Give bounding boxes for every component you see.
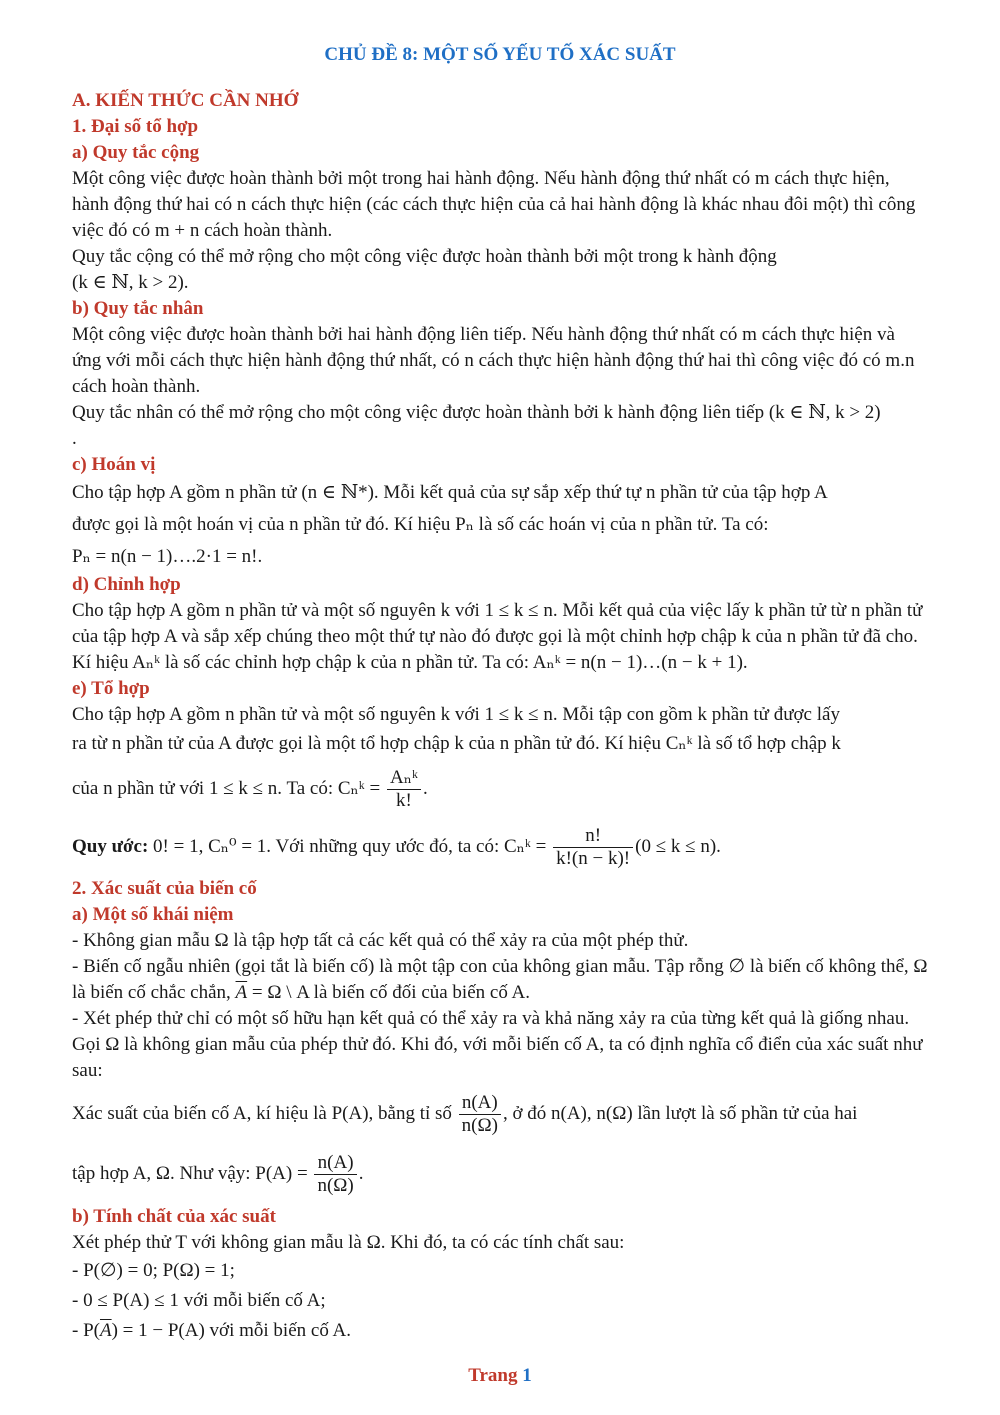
fraction-n-factorial: [553, 825, 633, 870]
paragraph-hoan-vi-1: Cho tập hợp A gồm n phần tử (n ∈ ℕ*). Mỗi kết quả của sự sắp xếp thứ tự n phần tử của tập hợp A: [72, 482, 828, 503]
fraction-denominator: k!(n − k)!: [556, 848, 631, 870]
xac-suat-1-end: , ở đó n(A), n(Ω) lần lượt là số phần tử của hai: [502, 1103, 858, 1124]
quy-uoc-end: (0 ≤ k ≤ n).: [635, 836, 721, 857]
formula-quy-uoc: [72, 818, 928, 876]
page-number: 1: [522, 1365, 532, 1386]
heading-khai-niem: a) Một số khái niệm: [72, 904, 234, 925]
footer-label: Trang: [468, 1365, 518, 1386]
heading-hoan-vi: c) Hoán vị: [72, 454, 156, 475]
xac-suat-2-end: .: [358, 1163, 364, 1184]
property-1: - P(∅) = 0; P(Ω) = 1;: [72, 1260, 235, 1281]
paragraph-cong-3: (k ∈ ℕ, k > 2).: [72, 272, 189, 293]
khai-niem-2-text: - Biến cố ngẫu nhiên (gọi tắt là biến cố) là một tập con của không gian mẫu. Tập rỗng ∅ là biến cố không thể, Ω là biến cố chắc chắn,: [72, 956, 928, 1003]
section-a-heading: A. KIẾN THỨC CẦN NHỚ: [72, 90, 299, 111]
paragraph-to-hop-1: Cho tập hợp A gồm n phần tử và một số nguyên k với 1 ≤ k ≤ n. Mỗi tập con gồm k phần tử được lấy: [72, 704, 840, 725]
heading-chinh-hop: d) Chỉnh hợp: [72, 574, 181, 595]
complement-symbol: $\overline{A}$: [235, 982, 248, 1003]
paragraph-chinh-hop: Cho tập hợp A gồm n phần tử và một số nguyên k với 1 ≤ k ≤ n. Mỗi kết quả của việc lấy k phần tử từ n phần tử của tập hợp A và sắp xếp chúng theo một thứ tự nào đó được gọi là một chỉnh hợp chập k của n phần tử đã cho. Kí hiệu Aₙᵏ là số các chỉnh hợp chập k của n phần tử. Ta có: Aₙᵏ = n(n − 1)…(n − k + 1).: [72, 600, 923, 673]
property-3-end: ) = 1 − P(A) với mỗi biến cố A.: [111, 1320, 351, 1341]
quy-uoc-text: 0! = 1, Cₙ⁰ = 1. Với những quy ước đó, ta có: Cₙᵏ =: [153, 836, 547, 857]
paragraph-khai-niem-3: - Xét phép thử chỉ có một số hữu hạn kết quả có thể xảy ra và khả năng xảy ra của từng kết quả là giống nhau. Gọi Ω là không gian mẫu của phép thử đó. Khi đó, với mỗi biến cố A, ta có định nghĩa cổ điển của xác suất như sau:: [72, 1008, 923, 1081]
heading-quy-tac-cong: a) Quy tắc cộng: [72, 142, 200, 163]
page-footer: [0, 1363, 1000, 1389]
property-2: - 0 ≤ P(A) ≤ 1 với mỗi biến cố A;: [72, 1290, 326, 1311]
fraction-numerator: n(A): [459, 1092, 501, 1115]
complement-symbol: $\overline{A}$: [99, 1320, 112, 1341]
fraction-probability: [314, 1152, 356, 1197]
formula-to-hop-end: .: [422, 778, 428, 799]
section-2-heading: 2. Xác suất của biến cố: [72, 878, 257, 899]
paragraph-cong-1: Một công việc được hoàn thành bởi một trong hai hành động. Nếu hành động thứ nhất có m cách thực hiện, hành động thứ hai có n cách thực hiện (các cách thực hiện của cả hai hành động là khác nhau đôi một) thì công việc đó có m + n cách hoàn thành.: [72, 168, 916, 241]
paragraph-hoan-vi-2: được gọi là một hoán vị của n phần tử đó. Kí hiệu Pₙ là số các hoán vị của n phần tử. Ta có:: [72, 514, 769, 535]
property-3: [72, 1316, 928, 1346]
paragraph-nhan-3: .: [72, 428, 77, 449]
fraction-numerator: Aₙᵏ: [387, 767, 421, 790]
xac-suat-1-text: Xác suất của biến cố A, kí hiệu là P(A), bằng tỉ số: [72, 1103, 452, 1124]
paragraph-khai-niem-1: - Không gian mẫu Ω là tập hợp tất cả các kết quả có thể xảy ra của một phép thử.: [72, 930, 689, 951]
fraction-a-over-k: [387, 767, 421, 812]
formula-to-hop: [72, 760, 928, 818]
section-1-heading: 1. Đại số tổ hợp: [72, 116, 199, 137]
fraction-denominator: n(Ω): [461, 1115, 498, 1137]
paragraph-nhan-1: Một công việc được hoàn thành bởi hai hành động liên tiếp. Nếu hành động thứ nhất có m cách thực hiện và ứng với mỗi cách thực hiện hành động thứ nhất, có n cách thực hiện hành động thứ hai thì công việc đó có m.n cách hoàn thành.: [72, 324, 915, 397]
fraction-denominator: k!: [396, 790, 412, 812]
paragraph-khai-niem-2: [72, 954, 928, 1006]
paragraph-to-hop-2: ra từ n phần tử của A được gọi là một tổ hợp chập k của n phần tử đó. Kí hiệu Cₙᵏ là số tổ hợp chập k: [72, 733, 841, 754]
xac-suat-2-text: tập hợp A, Ω. Như vậy: P(A) =: [72, 1163, 308, 1184]
formula-xac-suat-2: [72, 1144, 928, 1204]
paragraph-tinh-chat-0: Xét phép thử T với không gian mẫu là Ω. Khi đó, ta có các tính chất sau:: [72, 1232, 625, 1253]
heading-quy-tac-nhan: b) Quy tắc nhân: [72, 298, 204, 319]
fraction-denominator: n(Ω): [317, 1175, 354, 1197]
formula-to-hop-text: của n phần tử với 1 ≤ k ≤ n. Ta có: Cₙᵏ =: [72, 778, 381, 799]
heading-tinh-chat: b) Tính chất của xác suất: [72, 1206, 276, 1227]
formula-xac-suat-1: [72, 1084, 928, 1144]
fraction-probability: [459, 1092, 501, 1137]
fraction-numerator: n(A): [314, 1152, 356, 1175]
property-3-start: - P(: [72, 1320, 100, 1341]
heading-to-hop: e) Tổ hợp: [72, 678, 150, 699]
page-title: CHỦ ĐỀ 8: MỘT SỐ YẾU TỐ XÁC SUẤT: [324, 44, 676, 65]
paragraph-nhan-2: Quy tắc nhân có thể mở rộng cho một công việc được hoàn thành bởi k hành động liên tiếp (k ∈ ℕ, k > 2): [72, 402, 881, 423]
quy-uoc-label: Quy ước:: [72, 836, 149, 857]
fraction-numerator: n!: [553, 825, 633, 848]
khai-niem-2-end: = Ω \ A là biến cố đối của biến cố A.: [251, 982, 530, 1003]
paragraph-cong-2: Quy tắc cộng có thể mở rộng cho một công việc được hoàn thành bởi một trong k hành động: [72, 246, 777, 267]
formula-hoan-vi: Pₙ = n(n − 1)….2·1 = n!.: [72, 546, 263, 567]
